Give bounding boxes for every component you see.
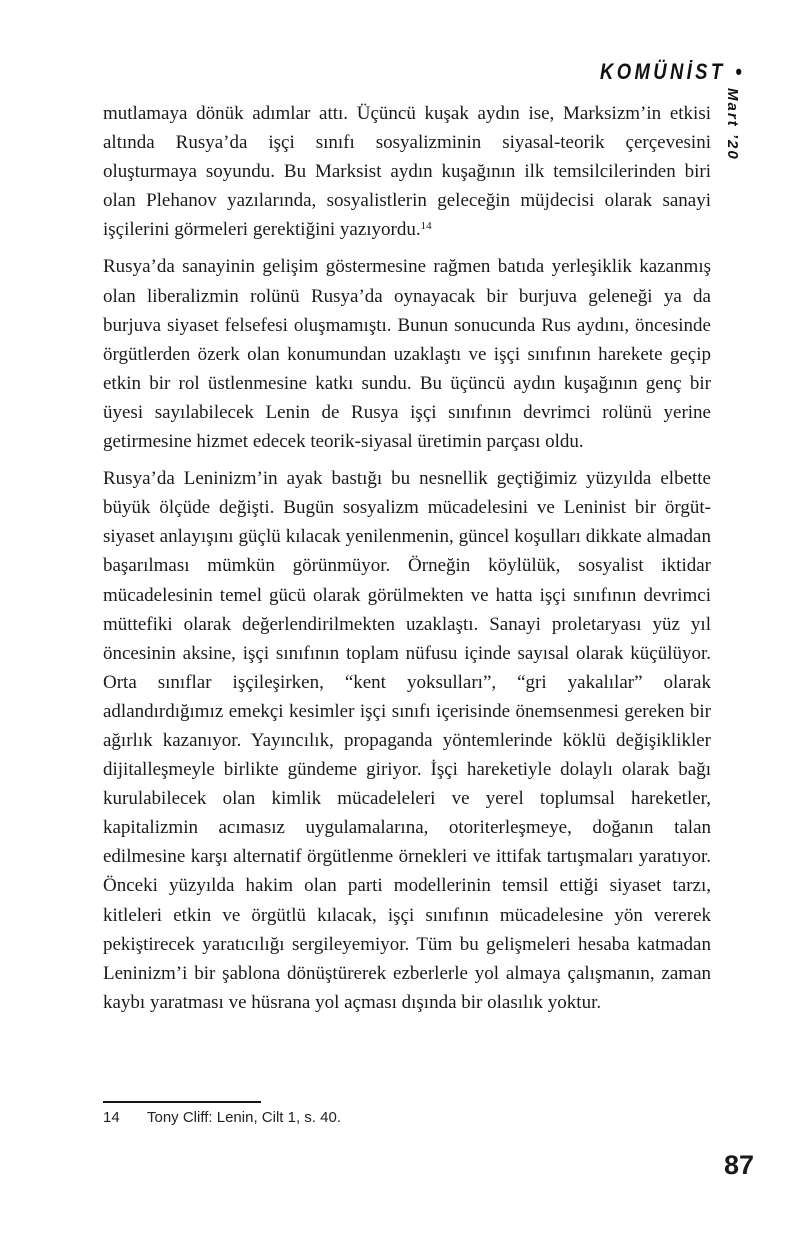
- bullet-icon: •: [735, 59, 742, 84]
- article-body: [103, 99, 711, 1017]
- footnote-number: 14: [103, 1109, 120, 1126]
- masthead: [600, 59, 742, 85]
- footnote-reference: 14: [420, 220, 432, 233]
- footnote-divider: [103, 1101, 261, 1103]
- page-number: 87: [723, 1150, 754, 1180]
- magazine-title: KOMÜNİST: [600, 59, 726, 84]
- paragraph: Rusya’da sanayinin gelişim göstermesine rağmen batıda yerleşiklik kazanmış olan liberalizmin rolünü Rusya’da oynayacak bir burjuva geleneği ya da burjuva siyaset felsefesi oluşmamıştı. Bunun sonucunda Rus aydını, öncesinde örgütlerden özerk olan konumundan uzaklaştı ve işçi sınıfının harekete geçip etkin bir rol üstlenmesine katkı sundu. Bu üçüncü aydın kuşağının genç bir üyesi sayılabilecek Lenin de Rusya işçi sınıfının devrimci rolünü yerine getirmesine hizmet edecek teorik-siyasal üretimin parçası oldu.: [103, 256, 711, 453]
- paragraph: mutlamaya dönük adımlar attı. Üçüncü kuşak aydın ise, Marksizm’in etkisi altında Rusya’da işçi sınıfı sosyalizminin siyasal-teorik çerçevesini oluşturmaya soyundu. Bu Marksist aydın kuşağının ilk temsilcilerinden biri olan Plehanov yazılarında, sosyalistlerin geleceğin müjdecisi olarak sanayi işçilerini görmeleri gerektiğini yazıyordu.$^{14}$: [103, 103, 711, 241]
- footnote: [103, 1109, 711, 1126]
- issue-date-vertical: Mart ’20: [724, 88, 741, 161]
- paragraph: Rusya’da Leninizm’in ayak bastığı bu nesnellik geçtiğimiz yüzyılda elbette büyük ölçüde değişti. Bugün sosyalizm mücadelesini ve Leninist bir örgüt-siyaset anlayışını güçlü kılacak yenilenmenin, güncel koşulları dikkate almadan başarılması mümkün görünmüyor. Örneğin köylülük, sosyalist iktidar mücadelesinin temel gücü olarak görülmekten ve hatta işçi sınıfının devrimci müttefiki olarak değerlendirilmekten uzaklaştı. Sanayi proletaryası yüz yıl öncesinin aksine, işçi sınıfının toplam nüfusu içinde sayısal olarak küçülüyor. Orta sınıflar işçileşirken, “kent yoksulları”, “gri yakalılar” olarak adlandırdığımız emekçi kesimler işçi sınıfı içerisinde önemsenmesi gereken bir ağırlık kazanıyor. Yayıncılık, propaganda yöntemlerinde köklü değişiklikler dijitalleşmeyle birlikte gündeme giriyor. İşçi hareketiyle dolaylı olarak bağı kurulabilecek olan kimlik mücadeleleri ve yerel toplumsal hareketler, kapitalizmin acımasız uygulamalarına, otoriterleşmeye, doğanın talan edilmesine karşı alternatif örgütlenme örnekleri ve ittifak tartışmaları yaratıyor. Önceki yüzyılda hakim olan parti modellerinin temsil ettiği siyaset tarzı, kitleleri etkin ve örgütlü kılacak, işçi sınıfının mücadelesine yön vererek pekiştirecek yaratıcılığı sergileyemiyor. Tüm bu gelişmeleri hesaba katmadan Leninizm’i bir şablona dönüştürerek ezberlerle yol almaya çalışmanın, zaman kaybı yaratması ve hüsrana yol açması dışında bir olasılık yoktur.: [103, 468, 711, 1013]
- footnote-text: Tony Cliff: Lenin, Cilt 1, s. 40.: [147, 1109, 341, 1126]
